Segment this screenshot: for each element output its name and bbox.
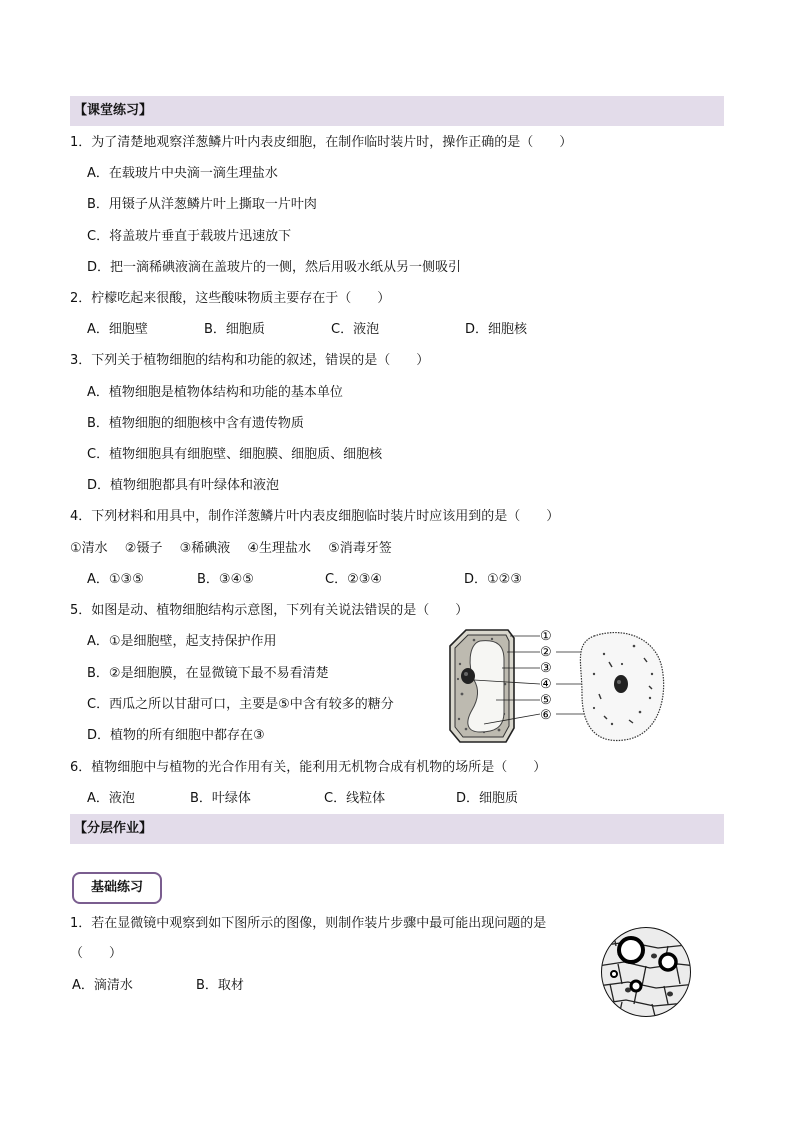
question-6-option-b: B．叶绿体 [190,791,251,806]
question-3-option-d: D．植物细胞都具有叶绿体和液泡 [87,478,280,493]
label-1: ① [540,629,552,644]
animal-nucleus [614,675,628,693]
section-header-classroom: 【课堂练习】 [70,96,724,126]
question-2-stem: 2．柠檬吃起来很酸，这些酸味物质主要存在于（ ） [70,291,391,306]
question-4-option-a: A．①③⑤ [87,572,144,587]
question-2-option-a: A．细胞壁 [87,322,148,337]
air-bubble-medium [660,954,676,970]
label-6: ⑥ [540,708,552,723]
label-4: ④ [540,677,552,692]
section-header-layered: 【分层作业】 [70,814,724,844]
question-4-option-d: D．①②③ [464,572,522,587]
question-5-option-c: C．西瓜之所以甘甜可口，主要是⑤中含有较多的糖分 [87,697,394,712]
cell-structure-diagram [444,624,670,748]
question-6-stem: 6．植物细胞中与植物的光合作用有关，能利用无机物合成有机物的场所是（ ） [70,760,547,775]
air-bubble-small [631,981,641,991]
microscope-view-diagram [598,926,696,1020]
onion-epidermis-cells [598,926,696,1020]
question-6-options [87,790,687,808]
question-3-option-b: B．植物细胞的细胞核中含有遗传物质 [87,416,304,431]
question-6-option-a: A．液泡 [87,791,135,806]
homework-1-option-b: B．取材 [196,978,244,993]
homework-1-option-a: A．滴清水 [72,978,133,993]
label-5: ⑤ [540,693,552,708]
plant-nucleus [461,668,475,684]
question-2-options [87,321,687,339]
question-5-option-b: B．②是细胞膜，在显微镜下最不易看清楚 [87,666,329,681]
air-bubble-large [619,938,643,962]
question-4-options [87,571,687,589]
question-5-option-a: A．①是细胞壁，起支持保护作用 [87,634,277,649]
question-3-option-a: A．植物细胞是植物体结构和功能的基本单位 [87,385,343,400]
question-6-option-d: D．细胞质 [456,791,519,806]
air-bubble-tiny [611,971,617,977]
homework-1-options [72,977,672,995]
question-1-option-b: B．用镊子从洋葱鳞片叶上撕取一片叶肉 [87,197,317,212]
question-2-option-c: C．液泡 [331,322,380,337]
question-1-option-a: A．在载玻片中央滴一滴生理盐水 [87,166,278,181]
label-2: ② [540,645,552,660]
homework-1-stem: 1．若在显微镜中观察到如下图所示的图像，则制作装片步骤中最可能出现问题的是 [70,916,547,931]
label-3: ③ [540,661,552,676]
basic-practice-tag: 基础练习 [72,872,162,904]
question-3-option-c: C．植物细胞具有细胞壁、细胞膜、细胞质、细胞核 [87,447,383,462]
homework-1-paren: （ ） [70,946,123,961]
question-3-stem: 3．下列关于植物细胞的结构和功能的叙述，错误的是（ ） [70,353,430,368]
question-2-option-d: D．细胞核 [465,322,528,337]
question-5-option-d: D．植物的所有细胞中都存在③ [87,728,265,743]
question-4-option-c: C．②③④ [325,572,383,587]
question-4-stem: 4．下列材料和用具中，制作洋葱鳞片叶内表皮细胞临时装片时应该用到的是（ ） [70,509,560,524]
question-1-option-c: C．将盖玻片垂直于载玻片迅速放下 [87,229,292,244]
question-1-stem: 1．为了清楚地观察洋葱鳞片叶内表皮细胞，在制作临时装片时，操作正确的是（ ） [70,135,573,150]
question-2-option-b: B．细胞质 [204,322,265,337]
question-1-option-d: D．把一滴稀碘液滴在盖玻片的一侧，然后用吸水纸从另一侧吸引 [87,260,462,275]
question-4-items: ①清水 ②镊子 ③稀碘液 ④生理盐水 ⑤消毒牙签 [70,541,392,556]
question-4-option-b: B．③④⑤ [197,572,254,587]
question-6-option-c: C．线粒体 [324,791,386,806]
question-5-stem: 5．如图是动、植物细胞结构示意图，下列有关说法错误的是（ ） [70,603,469,618]
